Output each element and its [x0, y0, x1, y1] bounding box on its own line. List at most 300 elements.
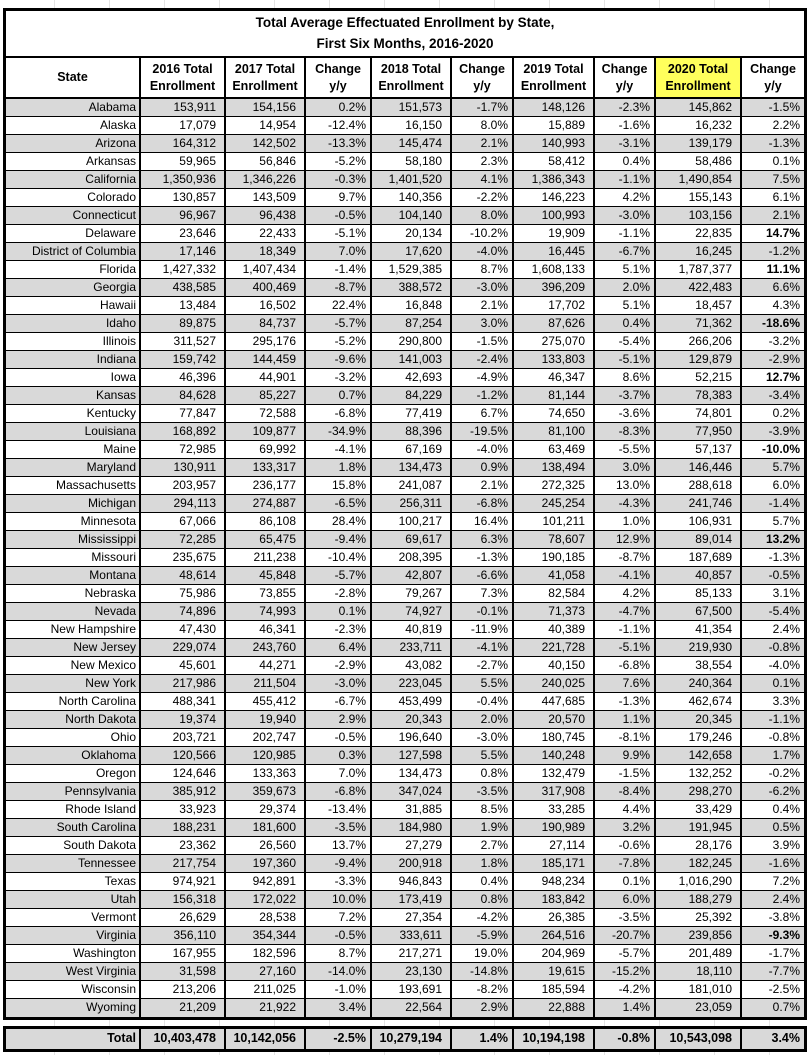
- enrollment-cell: 41,058: [513, 567, 594, 585]
- change-cell: 0.7%: [305, 387, 371, 405]
- enrollment-cell: 17,146: [140, 243, 225, 261]
- enrollment-cell: 140,993: [513, 135, 594, 153]
- table-row: [6, 963, 804, 981]
- change-cell: -3.0%: [451, 729, 513, 747]
- change-cell: -5.2%: [305, 153, 371, 171]
- state-cell: Alabama: [6, 98, 140, 117]
- state-cell: New Jersey: [6, 639, 140, 657]
- table-row: [6, 747, 804, 765]
- enrollment-cell: 385,912: [140, 783, 225, 801]
- enrollment-cell: 155,143: [655, 189, 741, 207]
- change-cell: -2.9%: [741, 351, 804, 369]
- col-header-2019-enrollment: 2019 Total Enrollment: [513, 58, 594, 98]
- change-cell: 5.1%: [594, 297, 655, 315]
- enrollment-cell: 17,702: [513, 297, 594, 315]
- change-cell: -14.8%: [451, 963, 513, 981]
- change-cell: 8.7%: [451, 261, 513, 279]
- change-cell: -6.5%: [305, 495, 371, 513]
- state-cell: Nevada: [6, 603, 140, 621]
- change-cell: -2.9%: [305, 657, 371, 675]
- table-row: [6, 837, 804, 855]
- enrollment-cell: 455,412: [225, 693, 305, 711]
- enrollment-cell: 58,180: [371, 153, 451, 171]
- enrollment-cell: 59,965: [140, 153, 225, 171]
- enrollment-cell: 89,014: [655, 531, 741, 549]
- enrollment-cell: 16,502: [225, 297, 305, 315]
- enrollment-cell: 47,430: [140, 621, 225, 639]
- change-cell: 28.4%: [305, 513, 371, 531]
- change-cell: -2.5%: [741, 981, 804, 999]
- enrollment-cell: 26,385: [513, 909, 594, 927]
- change-cell: 0.3%: [305, 747, 371, 765]
- enrollment-cell: 1,346,226: [225, 171, 305, 189]
- table-row: [6, 927, 804, 945]
- change-cell: 6.4%: [305, 639, 371, 657]
- enrollment-cell: 144,459: [225, 351, 305, 369]
- change-cell: -0.1%: [451, 603, 513, 621]
- enrollment-cell: 438,585: [140, 279, 225, 297]
- col-header-2018-enrollment: 2018 Total Enrollment: [371, 58, 451, 98]
- enrollment-cell: 187,689: [655, 549, 741, 567]
- change-cell: 3.3%: [741, 693, 804, 711]
- change-cell: -13.4%: [305, 801, 371, 819]
- enrollment-cell: 33,285: [513, 801, 594, 819]
- enrollment-cell: 69,992: [225, 441, 305, 459]
- change-cell: -5.2%: [305, 333, 371, 351]
- enrollment-cell: 488,341: [140, 693, 225, 711]
- state-cell: Georgia: [6, 279, 140, 297]
- change-cell: 8.0%: [451, 207, 513, 225]
- change-cell: 0.7%: [741, 999, 804, 1017]
- change-cell: -5.1%: [594, 351, 655, 369]
- enrollment-cell: 264,516: [513, 927, 594, 945]
- total-row-block: [3, 1026, 807, 1052]
- enrollment-cell: 13,484: [140, 297, 225, 315]
- enrollment-cell: 422,483: [655, 279, 741, 297]
- enrollment-cell: 154,156: [225, 98, 305, 117]
- change-cell: -12.4%: [305, 117, 371, 135]
- table-row: [6, 801, 804, 819]
- enrollment-cell: 31,885: [371, 801, 451, 819]
- enrollment-cell: 120,985: [225, 747, 305, 765]
- enrollment-cell: 197,360: [225, 855, 305, 873]
- enrollment-cell: 20,343: [371, 711, 451, 729]
- table-row: [6, 783, 804, 801]
- enrollment-cell: 1,016,290: [655, 873, 741, 891]
- enrollment-cell: 140,356: [371, 189, 451, 207]
- change-cell: -4.9%: [451, 369, 513, 387]
- col-header-2020-enrollment: 2020 Total Enrollment: [655, 58, 741, 98]
- state-cell: Maryland: [6, 459, 140, 477]
- change-cell: 2.0%: [451, 711, 513, 729]
- change-cell: 1.1%: [594, 711, 655, 729]
- enrollment-cell: 240,364: [655, 675, 741, 693]
- enrollment-cell: 191,945: [655, 819, 741, 837]
- enrollment-cell: 139,179: [655, 135, 741, 153]
- change-cell: -18.6%: [741, 315, 804, 333]
- change-cell: -8.4%: [594, 783, 655, 801]
- enrollment-cell: 145,474: [371, 135, 451, 153]
- change-cell: -13.3%: [305, 135, 371, 153]
- change-cell: 11.1%: [741, 261, 804, 279]
- change-cell: 13.2%: [741, 531, 804, 549]
- change-cell: 2.7%: [451, 837, 513, 855]
- enrollment-cell: 120,566: [140, 747, 225, 765]
- change-cell: -11.9%: [451, 621, 513, 639]
- enrollment-cell: 23,362: [140, 837, 225, 855]
- enrollment-cell: 44,271: [225, 657, 305, 675]
- change-cell: -9.4%: [305, 531, 371, 549]
- enrollment-cell: 1,490,854: [655, 171, 741, 189]
- change-cell: -9.4%: [305, 855, 371, 873]
- enrollment-cell: 133,317: [225, 459, 305, 477]
- enrollment-cell: 74,650: [513, 405, 594, 423]
- change-cell: 0.4%: [451, 873, 513, 891]
- enrollment-cell: 172,022: [225, 891, 305, 909]
- change-cell: 4.4%: [594, 801, 655, 819]
- enrollment-cell: 40,857: [655, 567, 741, 585]
- enrollment-cell: 58,412: [513, 153, 594, 171]
- change-cell: -20.7%: [594, 927, 655, 945]
- table-row: [6, 441, 804, 459]
- enrollment-cell: 96,438: [225, 207, 305, 225]
- enrollment-cell: 462,674: [655, 693, 741, 711]
- state-cell: North Dakota: [6, 711, 140, 729]
- change-cell: -1.1%: [741, 711, 804, 729]
- change-cell: -34.9%: [305, 423, 371, 441]
- col-header-2016-enrollment: 2016 Total Enrollment: [140, 58, 225, 98]
- change-cell: 2.1%: [741, 207, 804, 225]
- change-cell: -2.4%: [451, 351, 513, 369]
- enrollment-cell: 25,392: [655, 909, 741, 927]
- enrollment-cell: 23,059: [655, 999, 741, 1017]
- enrollment-cell: 57,137: [655, 441, 741, 459]
- change-cell: -6.6%: [451, 567, 513, 585]
- state-cell: Mississippi: [6, 531, 140, 549]
- table-row: [6, 981, 804, 999]
- change-cell: -6.8%: [594, 657, 655, 675]
- change-cell: 1.7%: [741, 747, 804, 765]
- change-cell: -1.6%: [741, 855, 804, 873]
- enrollment-cell: 188,279: [655, 891, 741, 909]
- change-cell: 8.6%: [594, 369, 655, 387]
- state-cell: Minnesota: [6, 513, 140, 531]
- enrollment-cell: 17,620: [371, 243, 451, 261]
- enrollment-cell: 15,889: [513, 117, 594, 135]
- change-cell: -4.3%: [594, 495, 655, 513]
- change-cell: 5.7%: [741, 513, 804, 531]
- change-cell: -6.2%: [741, 783, 804, 801]
- table-row: [6, 891, 804, 909]
- change-cell: 0.1%: [741, 153, 804, 171]
- change-cell: 4.2%: [594, 189, 655, 207]
- enrollment-cell: 38,554: [655, 657, 741, 675]
- enrollment-cell: 100,993: [513, 207, 594, 225]
- enrollment-cell: 109,877: [225, 423, 305, 441]
- state-cell: South Dakota: [6, 837, 140, 855]
- change-cell: 19.0%: [451, 945, 513, 963]
- state-cell: Pennsylvania: [6, 783, 140, 801]
- enrollment-cell: 167,955: [140, 945, 225, 963]
- enrollment-cell: 20,345: [655, 711, 741, 729]
- enrollment-cell: 179,246: [655, 729, 741, 747]
- enrollment-cell: 245,254: [513, 495, 594, 513]
- change-cell: 9.7%: [305, 189, 371, 207]
- change-cell: -5.5%: [594, 441, 655, 459]
- enrollment-cell: 103,156: [655, 207, 741, 225]
- change-cell: 3.2%: [594, 819, 655, 837]
- enrollment-cell: 84,229: [371, 387, 451, 405]
- table-row: [6, 909, 804, 927]
- state-cell: New York: [6, 675, 140, 693]
- enrollment-cell: 217,986: [140, 675, 225, 693]
- table-row: [6, 819, 804, 837]
- change-cell: -1.7%: [451, 98, 513, 117]
- enrollment-cell: 65,475: [225, 531, 305, 549]
- state-cell: California: [6, 171, 140, 189]
- enrollment-cell: 241,087: [371, 477, 451, 495]
- enrollment-cell: 388,572: [371, 279, 451, 297]
- change-cell: -0.5%: [305, 927, 371, 945]
- change-cell: 3.1%: [741, 585, 804, 603]
- table-row: [6, 567, 804, 585]
- change-cell: 7.0%: [305, 243, 371, 261]
- state-cell: Louisiana: [6, 423, 140, 441]
- change-cell: 2.1%: [451, 297, 513, 315]
- table-row: [6, 369, 804, 387]
- state-cell: New Mexico: [6, 657, 140, 675]
- change-cell: -5.9%: [451, 927, 513, 945]
- enrollment-cell: 85,227: [225, 387, 305, 405]
- table-row: [6, 153, 804, 171]
- table-row: [6, 729, 804, 747]
- state-cell: Idaho: [6, 315, 140, 333]
- enrollment-cell: 298,270: [655, 783, 741, 801]
- state-cell: Florida: [6, 261, 140, 279]
- change-cell: 0.8%: [451, 765, 513, 783]
- enrollment-cell: 72,588: [225, 405, 305, 423]
- change-cell: -8.3%: [594, 423, 655, 441]
- enrollment-cell: 145,862: [655, 98, 741, 117]
- enrollment-cell: 40,150: [513, 657, 594, 675]
- table-row: [6, 351, 804, 369]
- enrollment-cell: 46,347: [513, 369, 594, 387]
- enrollment-cell: 26,629: [140, 909, 225, 927]
- top-gridline-margin: [0, 0, 810, 8]
- change-cell: -3.9%: [741, 423, 804, 441]
- enrollment-cell: 78,383: [655, 387, 741, 405]
- change-cell: -1.1%: [594, 171, 655, 189]
- enrollment-cell: 82,584: [513, 585, 594, 603]
- enrollment-cell: 20,570: [513, 711, 594, 729]
- change-cell: -3.5%: [305, 819, 371, 837]
- enrollment-cell: 27,279: [371, 837, 451, 855]
- change-cell: -3.0%: [451, 279, 513, 297]
- enrollment-cell: 1,407,434: [225, 261, 305, 279]
- change-cell: -3.1%: [594, 135, 655, 153]
- enrollment-cell: 74,927: [371, 603, 451, 621]
- table-row: [6, 873, 804, 891]
- enrollment-cell: 181,600: [225, 819, 305, 837]
- change-cell: 2.4%: [741, 621, 804, 639]
- table-row: [6, 999, 804, 1017]
- total-enrollment-cell: 10,194,198: [513, 1029, 594, 1049]
- enrollment-cell: 86,108: [225, 513, 305, 531]
- change-cell: 0.5%: [741, 819, 804, 837]
- enrollment-cell: 235,675: [140, 549, 225, 567]
- change-cell: -4.0%: [451, 441, 513, 459]
- change-cell: 7.3%: [451, 585, 513, 603]
- enrollment-cell: 63,469: [513, 441, 594, 459]
- state-cell: Iowa: [6, 369, 140, 387]
- change-cell: -1.5%: [741, 98, 804, 117]
- change-cell: 7.5%: [741, 171, 804, 189]
- table-row: [6, 279, 804, 297]
- table-row: [6, 243, 804, 261]
- state-cell: West Virginia: [6, 963, 140, 981]
- change-cell: -0.4%: [451, 693, 513, 711]
- enrollment-cell: 19,615: [513, 963, 594, 981]
- enrollment-cell: 241,746: [655, 495, 741, 513]
- enrollment-cell: 196,640: [371, 729, 451, 747]
- change-cell: -1.7%: [741, 945, 804, 963]
- enrollment-cell: 52,215: [655, 369, 741, 387]
- change-cell: 6.1%: [741, 189, 804, 207]
- change-cell: -15.2%: [594, 963, 655, 981]
- enrollment-cell: 19,940: [225, 711, 305, 729]
- total-change-cell: -2.5%: [305, 1029, 371, 1049]
- state-cell: Oregon: [6, 765, 140, 783]
- change-cell: -1.4%: [305, 261, 371, 279]
- enrollment-cell: 453,499: [371, 693, 451, 711]
- table-row: [6, 98, 804, 117]
- change-cell: 0.1%: [741, 675, 804, 693]
- change-cell: -6.8%: [305, 405, 371, 423]
- enrollment-cell: 21,922: [225, 999, 305, 1017]
- table-row: [6, 315, 804, 333]
- change-cell: -2.3%: [594, 98, 655, 117]
- state-cell: Illinois: [6, 333, 140, 351]
- change-cell: -3.3%: [305, 873, 371, 891]
- col-header-change-2019: Change y/y: [594, 58, 655, 98]
- enrollment-cell: 69,617: [371, 531, 451, 549]
- enrollment-cell: 18,349: [225, 243, 305, 261]
- change-cell: -0.8%: [741, 639, 804, 657]
- enrollment-cell: 211,238: [225, 549, 305, 567]
- change-cell: -0.3%: [305, 171, 371, 189]
- enrollment-cell: 101,211: [513, 513, 594, 531]
- change-cell: -4.2%: [594, 981, 655, 999]
- enrollment-cell: 142,502: [225, 135, 305, 153]
- change-cell: -8.7%: [305, 279, 371, 297]
- change-cell: 0.8%: [451, 891, 513, 909]
- change-cell: -4.0%: [741, 657, 804, 675]
- total-row: [6, 1029, 804, 1049]
- change-cell: 22.4%: [305, 297, 371, 315]
- enrollment-cell: 243,760: [225, 639, 305, 657]
- change-cell: -1.3%: [594, 693, 655, 711]
- enrollment-cell: 146,446: [655, 459, 741, 477]
- enrollment-cell: 311,527: [140, 333, 225, 351]
- enrollment-cell: 85,133: [655, 585, 741, 603]
- enrollment-cell: 45,601: [140, 657, 225, 675]
- enrollment-cell: 23,646: [140, 225, 225, 243]
- change-cell: -3.0%: [594, 207, 655, 225]
- enrollment-cell: 67,169: [371, 441, 451, 459]
- enrollment-cell: 1,529,385: [371, 261, 451, 279]
- change-cell: -1.3%: [741, 549, 804, 567]
- enrollment-cell: 153,911: [140, 98, 225, 117]
- enrollment-cell: 173,419: [371, 891, 451, 909]
- enrollment-cell: 48,614: [140, 567, 225, 585]
- change-cell: -10.0%: [741, 441, 804, 459]
- enrollment-cell: 211,504: [225, 675, 305, 693]
- change-cell: -4.1%: [594, 567, 655, 585]
- change-cell: 14.7%: [741, 225, 804, 243]
- total-change-cell: 1.4%: [451, 1029, 513, 1049]
- change-cell: 4.1%: [451, 171, 513, 189]
- enrollment-cell: 79,267: [371, 585, 451, 603]
- enrollment-cell: 84,737: [225, 315, 305, 333]
- table-row: [6, 855, 804, 873]
- enrollment-cell: 42,807: [371, 567, 451, 585]
- enrollment-cell: 236,177: [225, 477, 305, 495]
- table-row: [6, 945, 804, 963]
- enrollment-cell: 396,209: [513, 279, 594, 297]
- state-cell: Oklahoma: [6, 747, 140, 765]
- change-cell: 8.7%: [305, 945, 371, 963]
- total-enrollment-cell: 10,279,194: [371, 1029, 451, 1049]
- change-cell: 9.9%: [594, 747, 655, 765]
- state-cell: Wyoming: [6, 999, 140, 1017]
- enrollment-cell: 77,950: [655, 423, 741, 441]
- change-cell: 3.0%: [451, 315, 513, 333]
- change-cell: -9.3%: [741, 927, 804, 945]
- enrollment-cell: 40,819: [371, 621, 451, 639]
- change-cell: -8.2%: [451, 981, 513, 999]
- enrollment-cell: 26,560: [225, 837, 305, 855]
- change-cell: -0.8%: [741, 729, 804, 747]
- change-cell: 2.0%: [594, 279, 655, 297]
- state-cell: Nebraska: [6, 585, 140, 603]
- enrollment-cell: 106,931: [655, 513, 741, 531]
- change-cell: 6.0%: [594, 891, 655, 909]
- state-cell: North Carolina: [6, 693, 140, 711]
- enrollment-cell: 16,232: [655, 117, 741, 135]
- enrollment-cell: 58,486: [655, 153, 741, 171]
- enrollment-cell: 256,311: [371, 495, 451, 513]
- enrollment-cell: 317,908: [513, 783, 594, 801]
- change-cell: -5.1%: [594, 639, 655, 657]
- col-header-change-2017: Change y/y: [305, 58, 371, 98]
- table-row: [6, 495, 804, 513]
- total-change-cell: -0.8%: [594, 1029, 655, 1049]
- change-cell: 3.9%: [741, 837, 804, 855]
- change-cell: -5.7%: [305, 315, 371, 333]
- total-enrollment-cell: 10,403,478: [140, 1029, 225, 1049]
- enrollment-cell: 16,150: [371, 117, 451, 135]
- change-cell: 2.9%: [451, 999, 513, 1017]
- enrollment-cell: 81,100: [513, 423, 594, 441]
- state-cell: Texas: [6, 873, 140, 891]
- change-cell: -2.7%: [451, 657, 513, 675]
- enrollment-cell: 67,066: [140, 513, 225, 531]
- enrollment-cell: 204,969: [513, 945, 594, 963]
- enrollment-cell: 130,911: [140, 459, 225, 477]
- change-cell: 0.1%: [305, 603, 371, 621]
- enrollment-cell: 223,045: [371, 675, 451, 693]
- enrollment-cell: 294,113: [140, 495, 225, 513]
